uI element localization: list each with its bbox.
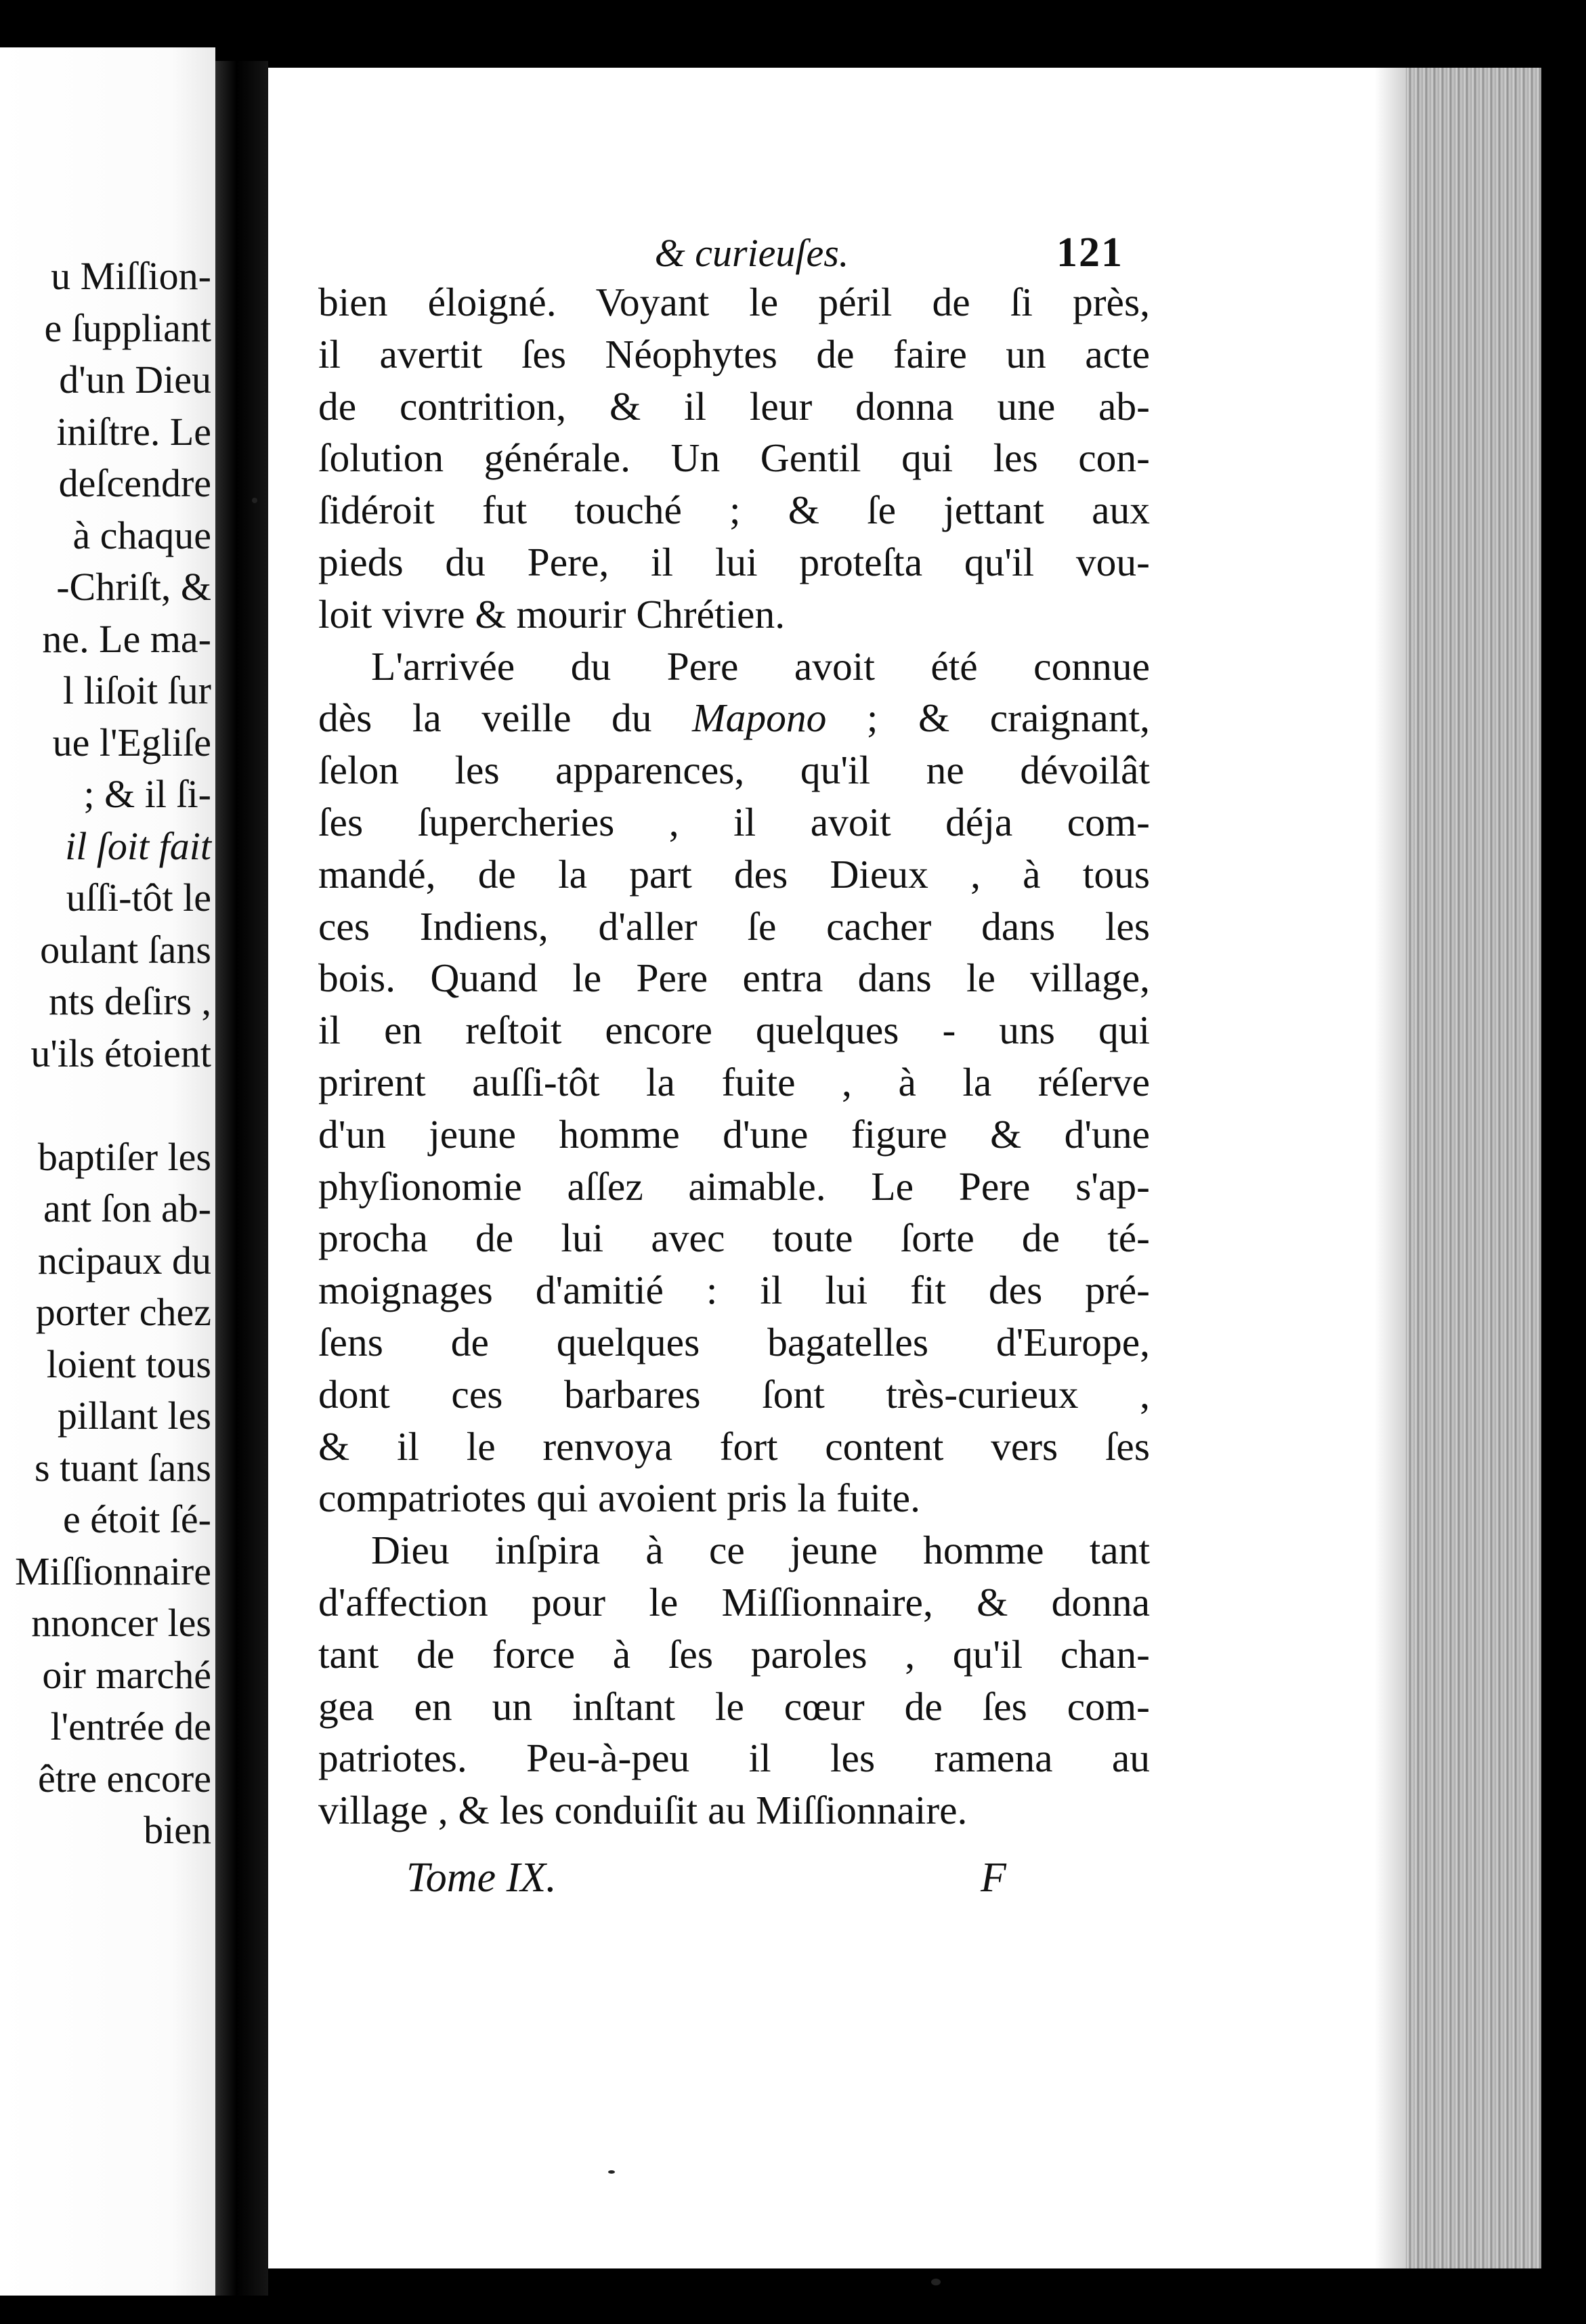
left-page-line: ue l'Egliſe: [52, 720, 211, 765]
left-page-line: baptiſer les: [37, 1134, 211, 1179]
body-text: [318, 276, 1150, 1836]
text-line: L'arrivée du Pere avoit été connue: [371, 643, 1150, 689]
text-line: phyſionomie aſſez aimable. Le Pere s'ap-: [318, 1163, 1150, 1209]
text-line: ſolution générale. Un Gentil qui les con-: [318, 435, 1150, 481]
text-line: & il le renvoya fort content vers ſes: [318, 1423, 1150, 1469]
text-line: dont ces barbares ſont très-curieux ,: [318, 1371, 1150, 1417]
text-line: de contrition, & il leur donna une ab-: [318, 383, 1150, 429]
ink-speck: [252, 498, 257, 503]
left-page-line: à chaque: [72, 513, 211, 557]
ink-speck: [931, 2279, 941, 2285]
text-line: d'un jeune homme d'une figure & d'une: [318, 1111, 1150, 1157]
left-page-line: l'entrée de: [50, 1704, 211, 1748]
left-page-line: iniſtre. Le: [56, 409, 211, 454]
text-line: Dieu inſpira à ce jeune homme tant: [371, 1528, 1150, 1573]
left-page-line: ncipaux du: [37, 1238, 211, 1283]
text-line: dès la veille du Mapono ; & craignant,: [318, 695, 1150, 741]
gathering-mark: F: [981, 1855, 1006, 1901]
left-facing-page: [0, 47, 215, 2296]
left-page-line: e ſuppliant: [44, 305, 211, 350]
text-line: il avertit ſes Néophytes de faire un acte: [318, 331, 1150, 376]
text-line: mandé, de la part des Dieux , à tous: [318, 851, 1150, 897]
left-page-line: être encore: [38, 1756, 211, 1801]
ink-speck: [608, 2170, 615, 2174]
left-page-line: u Miſſion-: [51, 254, 211, 298]
text-line: ſelon les apparences, qu'il ne dévoilât: [318, 748, 1150, 793]
left-page-line: ne. Le ma-: [42, 616, 211, 661]
volume-signature: Tome IX.: [406, 1855, 557, 1901]
left-page-text: [15, 251, 211, 1857]
left-page-line: porter chez: [35, 1290, 211, 1334]
text-line: bois. Quand le Pere entra dans le village,: [318, 955, 1150, 1001]
text-line: moignages d'amitié : il lui fit des pré-: [318, 1268, 1150, 1313]
text-line: ces Indiens, d'aller ſe cacher dans les: [318, 903, 1150, 949]
text-line: d'affection pour le Miſſionnaire, & donna: [318, 1579, 1150, 1624]
text-line: loit vivre & mourir Chrétien.: [318, 591, 786, 637]
text-line: gea en un inſtant le cœur de ſes com-: [318, 1683, 1150, 1729]
text-line: compatriotes qui avoient pris la fuite.: [318, 1476, 920, 1521]
left-page-line: s tuant ſans: [35, 1445, 211, 1490]
left-page-line: bien: [144, 1808, 211, 1852]
left-page-line: deſcendre: [58, 461, 211, 505]
text-line: pieds du Pere, il lui proteſta qu'il vou-: [318, 539, 1150, 584]
left-page-line: Miſſionnaire: [15, 1549, 211, 1593]
left-page-line: nts deſirs ,: [48, 979, 211, 1023]
left-page-line: d'un Dieu: [59, 358, 211, 402]
text-line: patriotes. Peu-à-peu il les ramena au: [318, 1736, 1150, 1781]
left-page-line: -Chriſt, &: [56, 565, 211, 609]
text-line: procha de lui avec toute ſorte de té-: [318, 1215, 1150, 1261]
left-page-line: u'ils étoient: [30, 1031, 211, 1075]
text-line: prirent auſſi-tôt la fuite , à la réſerve: [318, 1059, 1150, 1104]
running-head: & curieuſes.: [654, 231, 849, 275]
left-page-line: ant ſon ab-: [43, 1186, 211, 1230]
left-page-line: uſſi-tôt le: [66, 876, 211, 920]
left-page-line: il ſoit fait: [65, 823, 211, 868]
text-line: il en reſtoit encore quelques - uns qui: [318, 1008, 1150, 1053]
left-page-line: oulant ſans: [40, 927, 211, 972]
text-line: ſens de quelques bagatelles d'Europe,: [318, 1319, 1150, 1364]
text-line: ſes ſupercheries , il avoit déja com-: [318, 799, 1150, 844]
left-page-line: nnoncer les: [31, 1601, 211, 1645]
left-page-line: e étoit ſé-: [62, 1497, 211, 1541]
left-page-line: [15, 1079, 211, 1132]
text-line: village , & les conduiſit au Miſſionnaire.: [318, 1788, 968, 1833]
page-edges: [1406, 68, 1541, 2268]
left-page-line: l liſoit ſur: [62, 668, 211, 712]
book-gutter: [215, 61, 268, 2296]
text-line: ſidéroit fut touché ; & ſe jettant aux: [318, 488, 1150, 533]
text-line: bien éloigné. Voyant le péril de ſi près,: [318, 280, 1150, 324]
signature-line: [406, 1854, 1016, 1902]
left-page-line: oir marché: [42, 1652, 211, 1697]
page-number: 121: [1056, 230, 1123, 276]
text-line: tant de force à ſes paroles , qu'il chan-: [318, 1631, 1150, 1677]
left-page-line: pillant les: [57, 1394, 211, 1438]
left-page-line: loient tous: [46, 1341, 211, 1386]
left-page-line: ; & il ſi-: [83, 772, 211, 816]
